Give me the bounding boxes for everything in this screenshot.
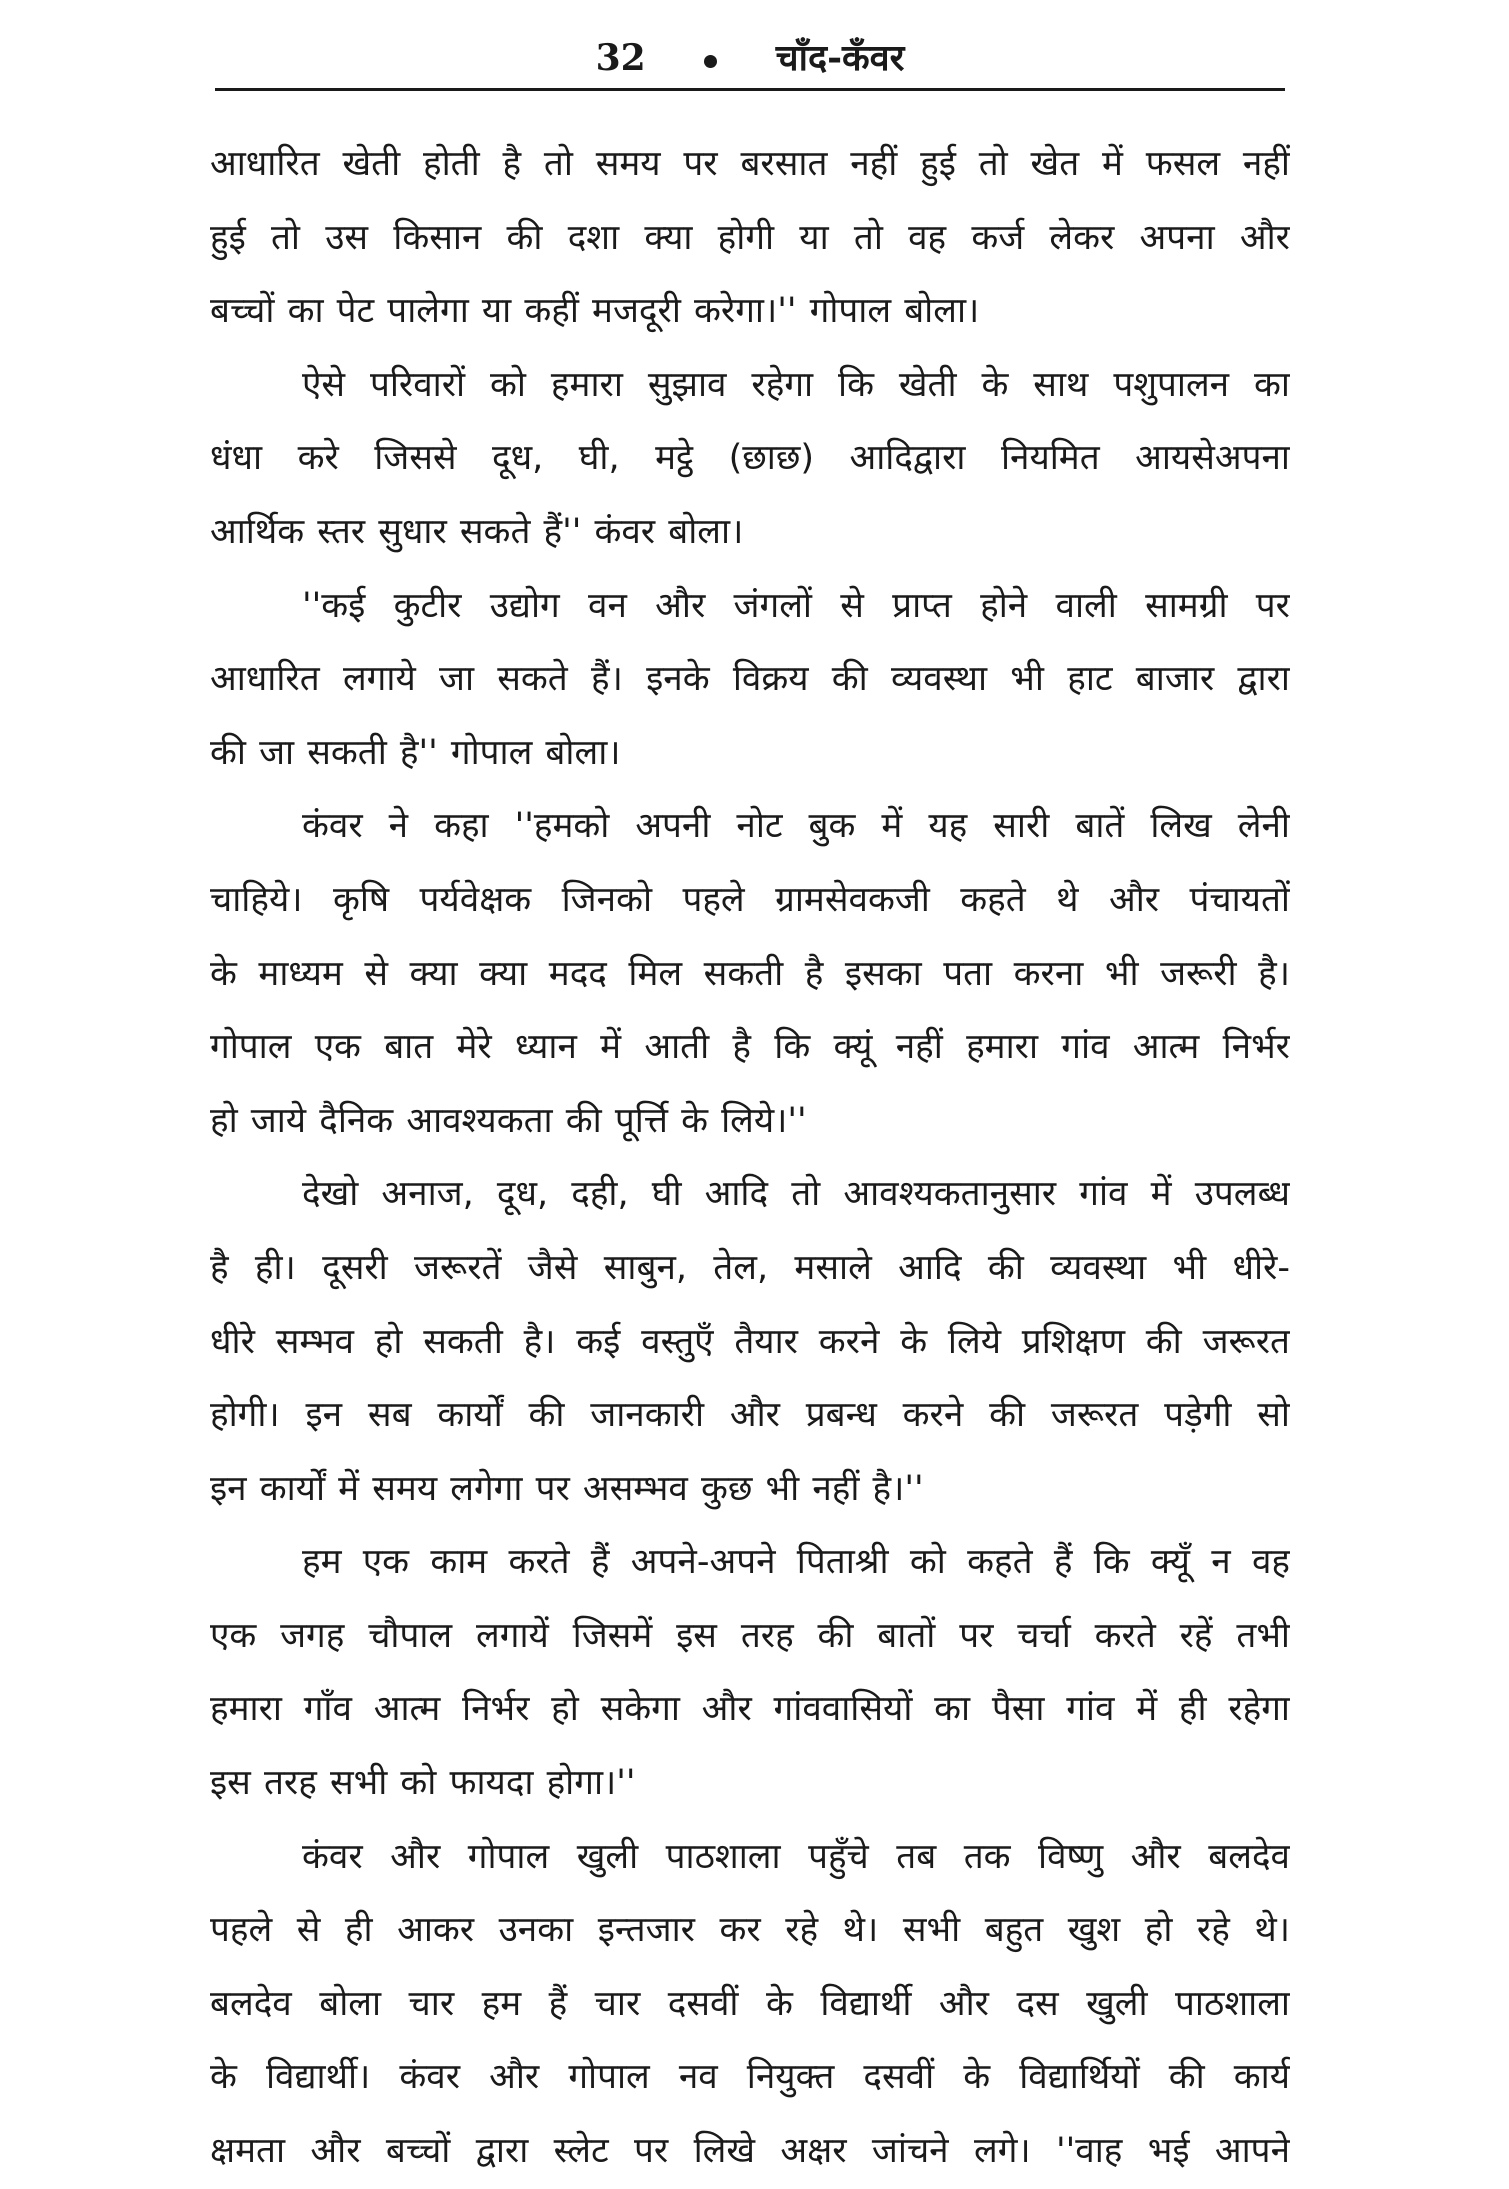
text-line: हुई तो उस किसान की दशा क्या होगी या तो वह कर्ज लेकर अपना और xyxy=(210,217,1290,258)
text-line: चाहिये। कृषि पर्यवेक्षक जिनको पहले ग्रामसेवकजी कहते थे और पंचायतों xyxy=(210,879,1290,920)
text-line: इस तरह सभी को फायदा होगा।'' xyxy=(210,1763,636,1804)
header-rule xyxy=(215,88,1285,91)
text-line: के विद्यार्थी। कंवर और गोपाल नव नियुक्त दसवीं के विद्यार्थियों की कार्य xyxy=(210,2057,1290,2098)
text-line: देखो अनाज, दूध, दही, घी आदि तो आवश्यकतानुसार गांव में उपलब्ध xyxy=(302,1174,1290,1215)
text-line: बच्चों का पेट पालेगा या कहीं मजदूरी करेगा।'' गोपाल बोला। xyxy=(210,291,980,332)
text-line: एक जगह चौपाल लगायें जिसमें इस तरह की बातों पर चर्चा करते रहें तभी xyxy=(210,1615,1290,1656)
text-line: गोपाल एक बात मेरे ध्यान में आती है कि क्यूं नहीं हमारा गांव आत्म निर्भर xyxy=(210,1027,1290,1068)
text-line: होगी। इन सब कार्यों की जानकारी और प्रबन्ध करने की जरूरत पड़ेगी सो xyxy=(210,1395,1290,1436)
text-line: आधारित खेती होती है तो समय पर बरसात नहीं हुई तो खेत में फसल नहीं xyxy=(210,144,1290,184)
page-number: 32 xyxy=(595,37,646,79)
text-line: धीरे सम्भव हो सकती है। कई वस्तुएँ तैयार करने के लिये प्रशिक्षण की जरूरत xyxy=(210,1321,1290,1362)
text-line: हो जाये दैनिक आवश्यकता की पूर्त्ति के लिये।'' xyxy=(210,1100,807,1141)
text-line: कंवर ने कहा ''हमको अपनी नोट बुक में यह सारी बातें लिख लेनी xyxy=(302,806,1290,847)
body-text xyxy=(210,128,1290,2189)
running-header xyxy=(215,28,1285,88)
text-line: क्षमता और बच्चों द्वारा स्लेट पर लिखे अक्षर जांचने लगे। ''वाह भई आपने xyxy=(210,2131,1290,2172)
bullet-separator-icon xyxy=(704,55,717,68)
text-line: हमारा गाँव आत्म निर्भर हो सकेगा और गांववासियों का पैसा गांव में ही रहेगा xyxy=(210,1689,1290,1730)
text-line: बलदेव बोला चार हम हैं चार दसवीं के विद्यार्थी और दस खुली पाठशाला xyxy=(210,1983,1290,2024)
text-line: कंवर और गोपाल खुली पाठशाला पहुँचे तब तक विष्णु और बलदेव xyxy=(302,1836,1290,1877)
text-line: इन कार्यों में समय लगेगा पर असम्भव कुछ भी नहीं है।'' xyxy=(210,1468,924,1509)
text-line: हम एक काम करते हैं अपने-अपने पिताश्री को कहते हैं कि क्यूँ न वह xyxy=(302,1542,1290,1583)
book-title: चाँद-कँवर xyxy=(775,37,905,79)
text-line: ऐसे परिवारों को हमारा सुझाव रहेगा कि खेती के साथ पशुपालन का xyxy=(302,364,1290,405)
text-line: ''कई कुटीर उद्योग वन और जंगलों से प्राप्त होने वाली सामग्री पर xyxy=(302,585,1290,626)
text-line: की जा सकती है'' गोपाल बोला। xyxy=(210,732,621,773)
text-line: पहले से ही आकर उनका इन्तजार कर रहे थे। सभी बहुत खुश हो रहे थे। xyxy=(210,1910,1290,1951)
text-line: के माध्यम से क्या क्या मदद मिल सकती है इसका पता करना भी जरूरी है। xyxy=(210,953,1290,994)
text-line: आर्थिक स्तर सुधार सकते हैं'' कंवर बोला। xyxy=(210,511,744,552)
text-line: है ही। दूसरी जरूरतें जैसे साबुन, तेल, मसाले आदि की व्यवस्था भी धीरे- xyxy=(210,1247,1290,1288)
text-line: आधारित लगाये जा सकते हैं। इनके विक्रय की व्यवस्था भी हाट बाजार द्वारा xyxy=(210,659,1290,700)
text-line: धंधा करे जिससे दूध, घी, मट्ठे (छाछ) आदिद्वारा नियमित आयसेअपना xyxy=(210,438,1290,479)
